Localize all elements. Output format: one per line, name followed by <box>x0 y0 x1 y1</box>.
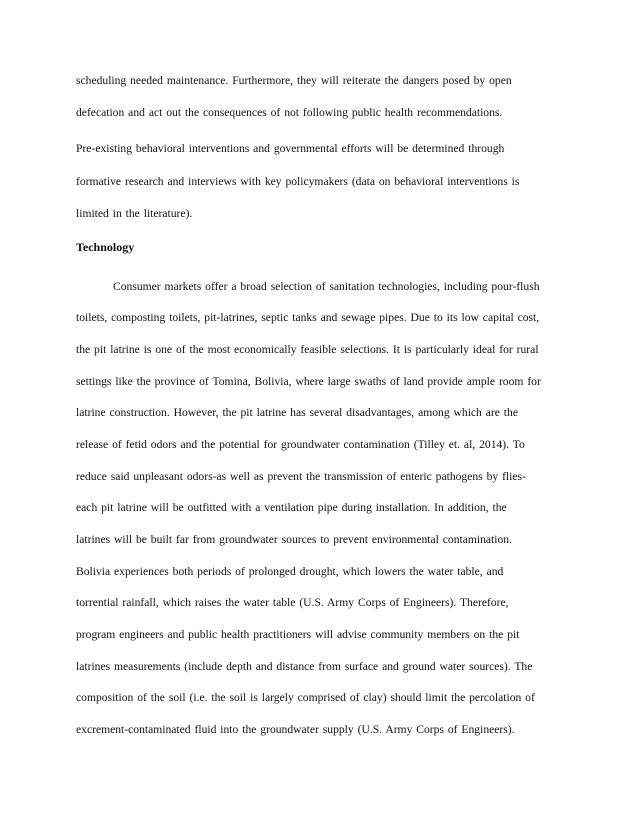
text-line: program engineers and public health practitioners will advise community members on the pit <box>76 628 520 641</box>
text-line: Pre-existing behavioral interventions and governmental efforts will be determined through <box>76 142 505 155</box>
text-line: torrential rainfall, which raises the water table (U.S. Army Corps of Engineers). Therefore, <box>76 596 509 609</box>
text-line: Bolivia experiences both periods of prolonged drought, which lowers the water table, and <box>76 565 504 578</box>
text-line: each pit latrine will be outfitted with a ventilation pipe during installation. In addition, the <box>76 501 507 514</box>
text-line: latrines measurements (include depth and distance from surface and ground water sources). The <box>76 660 533 673</box>
text-line: limited in the literature). <box>76 207 193 220</box>
text-line: formative research and interviews with key policymakers (data on behavioral interventions is <box>76 175 520 188</box>
text-line: toilets, composting toilets, pit-latrines, septic tanks and sewage pipes. Due to its low capital cost, <box>76 311 540 324</box>
text-line: settings like the province of Tomina, Bolivia, where large swaths of land provide ample room for <box>76 375 541 388</box>
text-line: excrement-contaminated fluid into the groundwater supply (U.S. Army Corps of Engineers). <box>76 723 515 736</box>
text-line: defecation and act out the consequences of not following public health recommendations. <box>76 106 503 119</box>
text-line: scheduling needed maintenance. Furthermore, they will reiterate the dangers posed by open <box>76 74 512 87</box>
text-line: reduce said unpleasant odors-as well as prevent the transmission of enteric pathogens by flies- <box>76 470 526 483</box>
text-line: the pit latrine is one of the most economically feasible selections. It is particularly ideal for rural <box>76 343 539 356</box>
text-line: latrine construction. However, the pit latrine has several disadvantages, among which are the <box>76 406 518 419</box>
text-line: composition of the soil (i.e. the soil is largely comprised of clay) should limit the percolation of <box>76 691 535 704</box>
paragraph-first-line: Consumer markets offer a broad selection of sanitation technologies, including pour-flush <box>113 280 540 293</box>
section-heading: Technology <box>76 240 135 254</box>
text-line: release of fetid odors and the potential for groundwater contamination (Tilley et. al, 2014). To <box>76 438 525 451</box>
text-line: latrines will be built far from groundwater sources to prevent environmental contamination. <box>76 533 512 546</box>
